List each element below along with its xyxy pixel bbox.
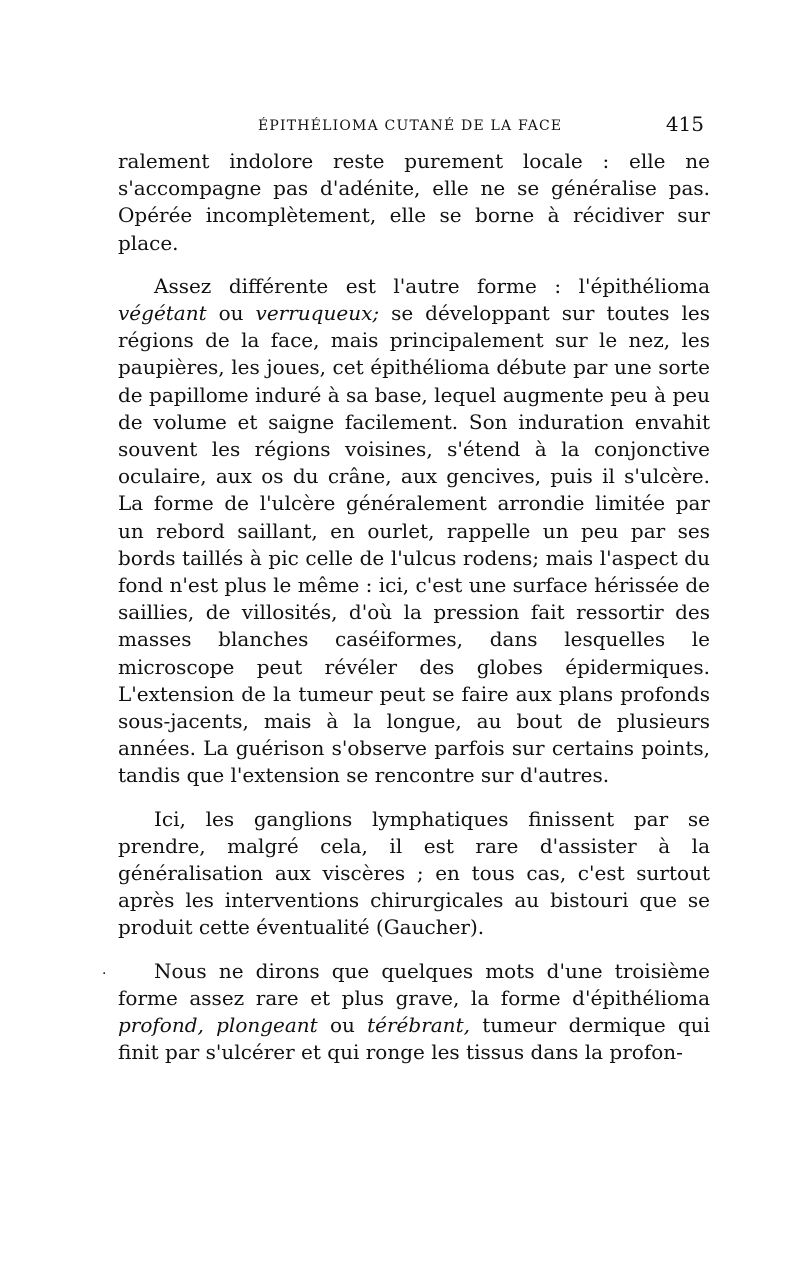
- body-text: [118, 148, 710, 1067]
- paragraph-1-text: ralement indolore reste purement locale : elle ne s'accompagne pas d'adénite, elle ne se généralise pas. Opérée incomplètement, elle se borne à récidiver sur place.: [118, 149, 710, 255]
- paragraph-2-italic-verruqueux: verruqueux;: [255, 301, 380, 326]
- running-title: ÉPITHÉLIOMA CUTANÉ DE LA FACE: [258, 118, 563, 134]
- margin-mark: ·: [102, 966, 107, 982]
- paragraph-2-text-c: se développant sur toutes les régions de la face, mais principalement sur le nez, les paupières, les joues, cet épithélioma débute par une sorte de papillome induré à sa base, lequel augmente peu à peu de volume et saigne facilement. Son induration envahit souvent les régions voisines, s'étend à la conjonctive oculaire, aux os du crâne, aux gencives, puis il s'ulcère. La forme de l'ulcère généralement arrondie limitée par un rebord saillant, en ourlet, rappelle un peu par ses bords taillés à pic celle de l'ulcus rodens; mais l'aspect du fond n'est plus le même : ici, c'est une surface hérissée de saillies, de villosités, d'où la pression fait ressortir des masses blanches caséiformes, dans lesquelles le microscope peut révéler des globes épidermiques. L'extension de la tumeur peut se faire aux plans profonds sous-jacents, mais à la longue, au bout de plusieurs années. La guérison s'observe parfois sur certains points, tandis que l'extension se rencontre sur d'autres.: [118, 301, 711, 788]
- paragraph-4-italic-terebrant: térébrant,: [367, 1013, 470, 1038]
- page-number: 415: [665, 112, 704, 136]
- paragraph-2-text-b: ou: [206, 301, 256, 326]
- paragraph-3-text: Ici, les ganglions lymphatiques finissent par se prendre, malgré cela, il est rare d'assister à la généralisation aux viscères ; en tous cas, c'est surtout après les interventions chirurgicales au bistouri que se produit cette éventualité (Gaucher).: [118, 806, 710, 940]
- paragraph-4-italic-profond: profond, plongeant: [118, 1013, 318, 1038]
- paragraph-1: [118, 148, 710, 257]
- paragraph-3: [118, 806, 710, 942]
- paragraph-2: [118, 273, 710, 790]
- paragraph-4-text-a: Nous ne dirons que quelques mots d'une troisième forme assez rare et plus grave, la forme d'épithélioma: [118, 958, 710, 1010]
- paragraph-4-text-c: tumeur dermique qui finit par s'ulcérer et qui ronge les tissus dans la profon-: [118, 1013, 710, 1065]
- paragraph-2-text-a: Assez différente est l'autre forme : l'épithélioma: [154, 273, 710, 298]
- paragraph-4: [118, 958, 710, 1067]
- paragraph-4-text-b: ou: [317, 1013, 368, 1038]
- paragraph-2-italic-vegetant: végétant: [118, 301, 207, 326]
- running-header: [118, 112, 708, 142]
